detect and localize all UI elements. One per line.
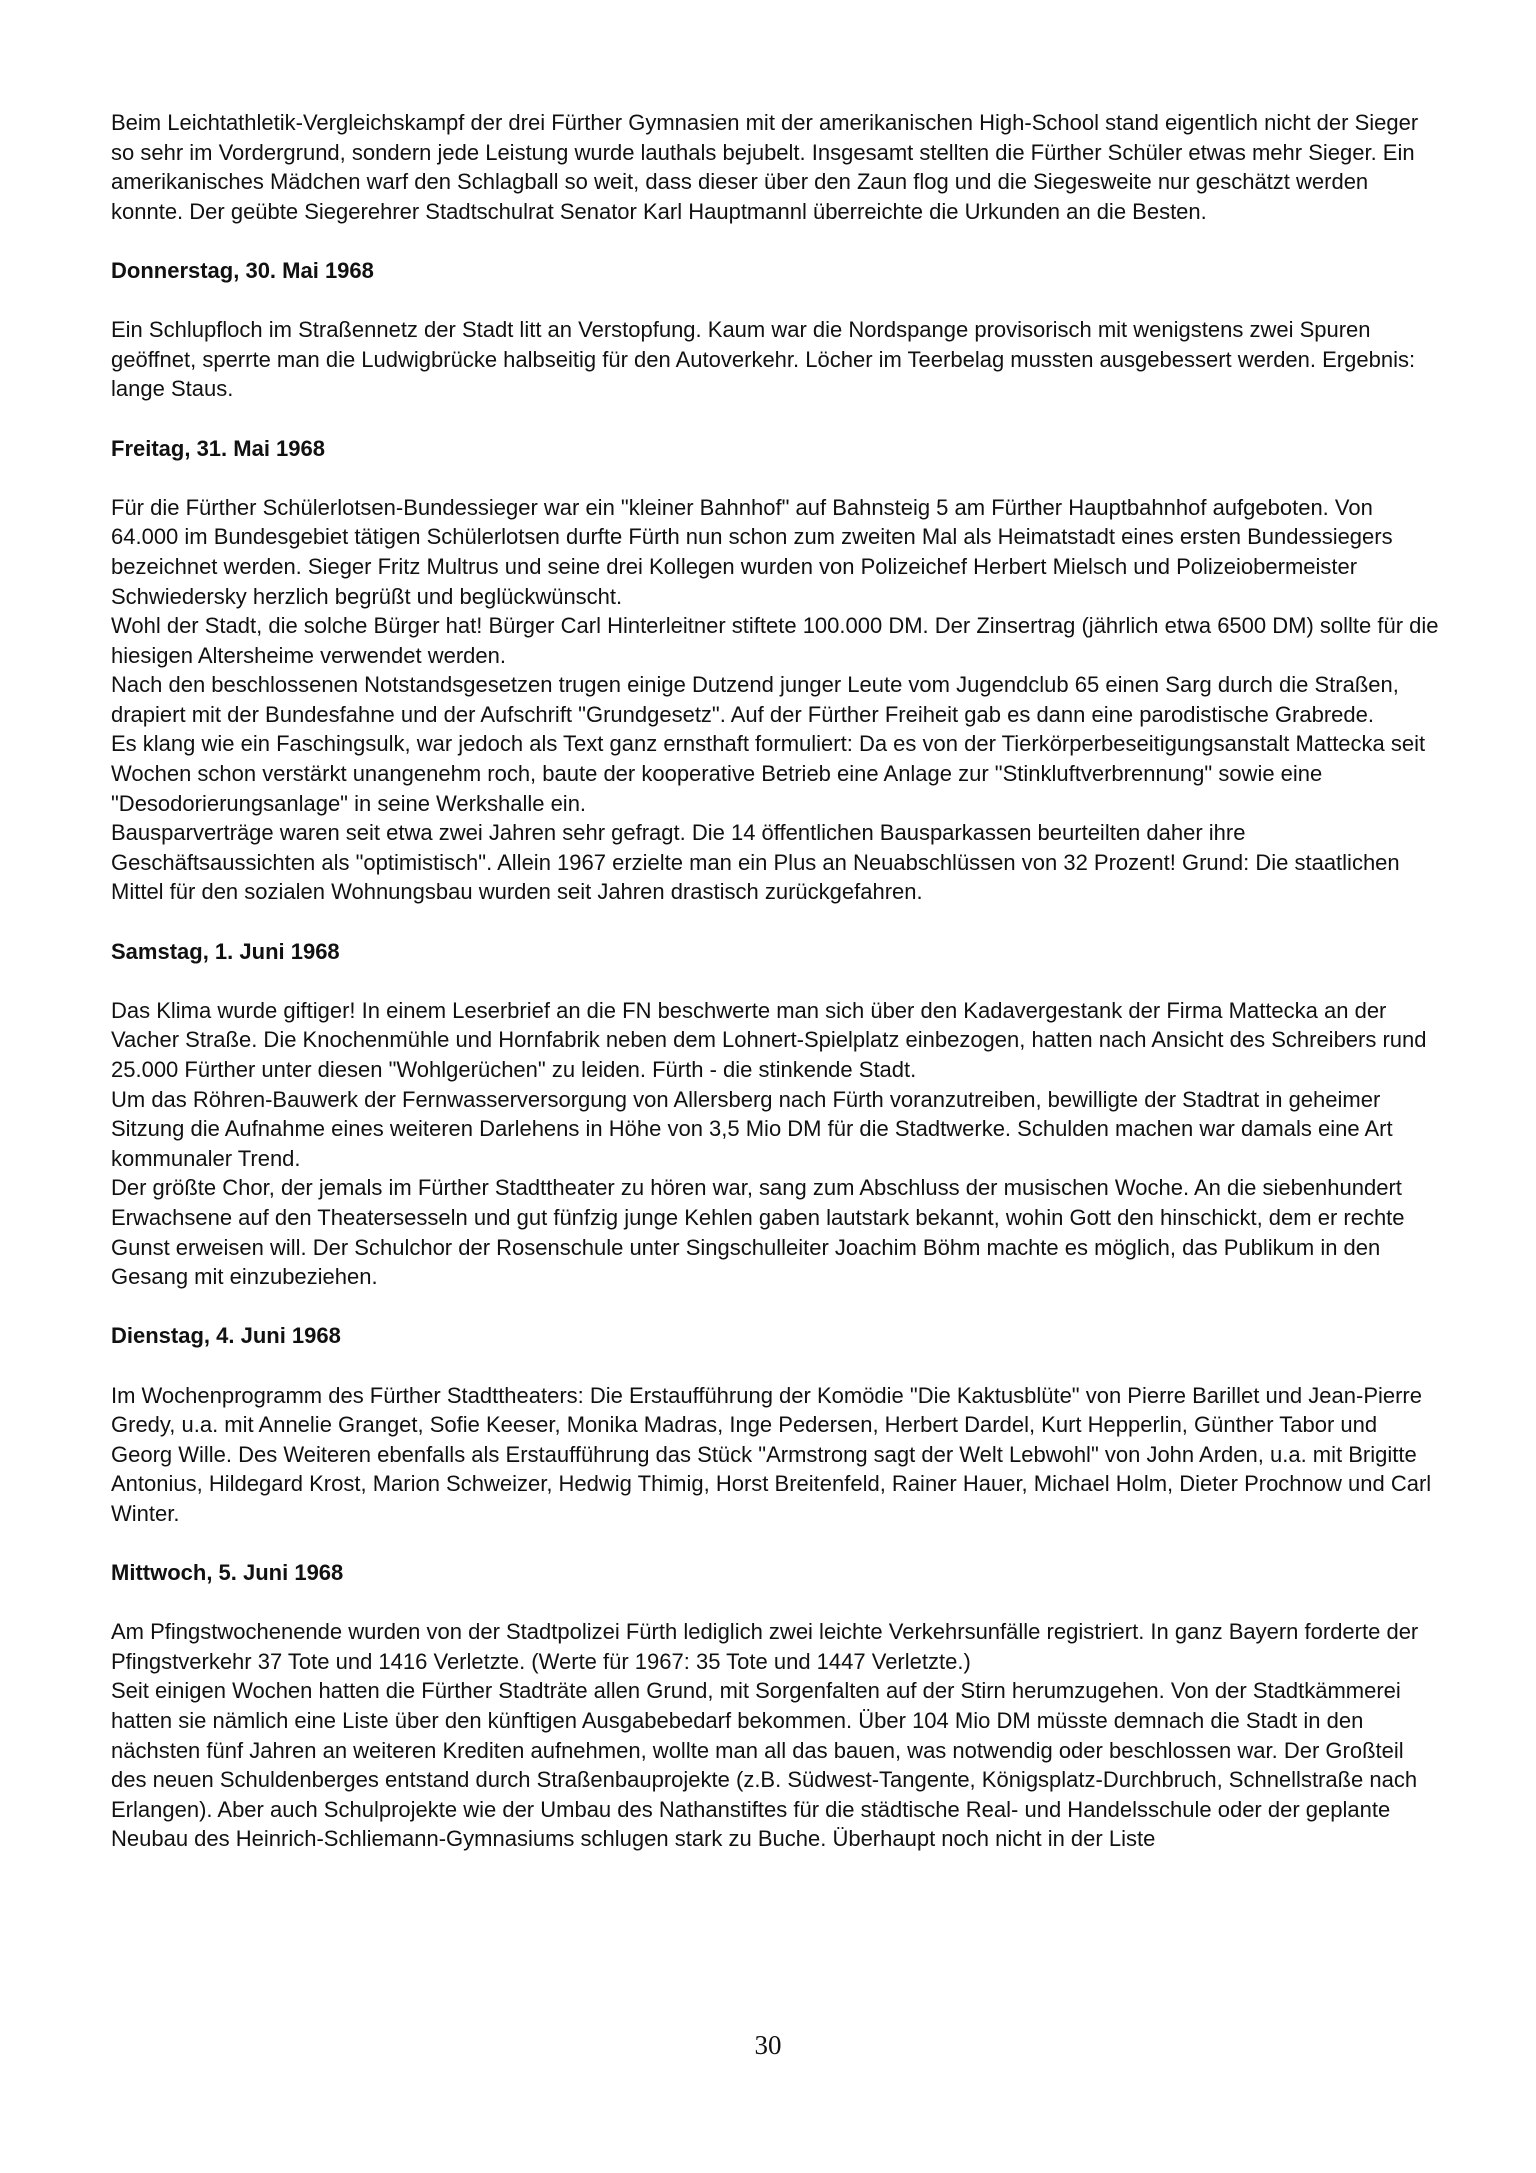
paragraph: Nach den beschlossenen Notstandsgesetzen trugen einige Dutzend junger Leute vom Jugendclub 65 einen Sarg durch die Straßen, drapiert mit der Bundesfahne und der Aufschrift "Grundgesetz". Auf der Fürther Freiheit gab es dann eine parodistische Grabrede. <box>111 672 1399 727</box>
paragraph: Am Pfingstwochenende wurden von der Stadtpolizei Fürth lediglich zwei leichte Verkehrsunfälle registriert. In ganz Bayern forderte der Pfingstverkehr 37 Tote und 1416 Verletzte. (Werte für 1967: 35 Tote und 1447 Verletzte.) <box>111 1619 1419 1674</box>
paragraph: Das Klima wurde giftiger! In einem Leserbrief an die FN beschwerte man sich über den Kadavergestank der Firma Mattecka an der Vacher Straße. Die Knochenmühle und Hornfabrik neben dem Lohnert-Spielplatz einbezogen, hatten nach Ansicht des Schreibers rund 25.000 Fürther unter diesen "Wohlgerüchen" zu leiden. Fürth - die stinkende Stadt. <box>111 997 1427 1082</box>
paragraph: Im Wochenprogramm des Fürther Stadttheaters: Die Erstaufführung der Komödie "Die Kaktusblüte" von Pierre Barillet und Jean-Pierre Gredy, u.a. mit Annelie Granget, Sofie Keeser, Monika Madras, Inge Pedersen, Herbert Dardel, Kurt Hepperlin, Günther Tabor und Georg Wille. Des Weiteren ebenfalls als Erstaufführung das Stück "Armstrong sagt der Welt Lebwohl" von John Arden, u.a. mit Brigitte Antonius, Hildegard Krost, Marion Schweizer, Hedwig Thimig, Horst Breitenfeld, Rainer Hauer, Michael Holm, Dieter Prochnow und Carl Winter. <box>111 1382 1432 1526</box>
paragraph: Der größte Chor, der jemals im Fürther Stadttheater zu hören war, sang zum Abschluss der musischen Woche. An die siebenhundert Erwachsene auf den Theatersesseln und gut fünfzig junge Kehlen gaben lautstark bekannt, wohin Gott den hinschickt, dem er rechte Gunst erweisen will. Der Schulchor der Rosenschule unter Singschulleiter Joachim Böhm machte es möglich, das Publikum in den Gesang mit einzubeziehen. <box>111 1175 1405 1290</box>
paragraph: Wohl der Stadt, die solche Bürger hat! Bürger Carl Hinterleitner stiftete 100.000 DM. Der Zinsertrag (jährlich etwa 6500 DM) sollte für die hiesigen Altersheime verwendet werden. <box>111 613 1439 668</box>
paragraph: Seit einigen Wochen hatten die Fürther Stadträte allen Grund, mit Sorgenfalten auf der Stirn herumzugehen. Von der Stadtkämmerei hatten sie nämlich eine Liste über den künftigen Ausgabebedarf bekommen. Über 104 Mio DM müsste demnach die Stadt in den nächsten fünf Jahren an weiteren Krediten aufnehmen, wollte man all das bauen, was notwendig oder beschlossen war. Der Großteil des neuen Schuldenberges entstand durch Straßenbauprojekte (z.B. Südwest-Tangente, Königsplatz-Durchbruch, Schnellstraße nach Erlangen). Aber auch Schulprojekte wie der Umbau des Nathanstiftes für die städtische Real- und Handelsschule oder der geplante Neubau des Heinrich-Schliemann-Gymnasiums schlugen stark zu Buche. Überhaupt noch nicht in der Liste <box>111 1678 1418 1852</box>
section-freitag-31-mai <box>111 434 1441 908</box>
document-page <box>111 108 1441 1854</box>
paragraph: Für die Fürther Schülerlotsen-Bundessieger war ein "kleiner Bahnhof" auf Bahnsteig 5 am Fürther Hauptbahnhof aufgeboten. Von 64.000 im Bundesgebiet tätigen Schülerlotsen durfte Fürth nun schon zum zweiten Mal als Heimatstadt eines ersten Bundessiegers bezeichnet werden. Sieger Fritz Multrus und seine drei Kollegen wurden von Polizeichef Herbert Mielsch und Polizeiobermeister Schwiedersky herzlich begrüßt und beglückwünscht. <box>111 494 1393 609</box>
section-samstag-1-juni <box>111 937 1441 1292</box>
section-heading: Freitag, 31. Mai 1968 <box>111 435 325 461</box>
paragraph: Bausparverträge waren seit etwa zwei Jahren sehr gefragt. Die 14 öffentlichen Bausparkassen beurteilten daher ihre Geschäftsaussichten als "optimistisch". Allein 1967 erzielte man ein Plus an Neuabschlüssen von 32 Prozent! Grund: Die staatlichen Mittel für den sozialen Wohnungsbau wurden seit Jahren drastisch zurückgefahren. <box>111 820 1400 905</box>
paragraph: Beim Leichtathletik-Vergleichskampf der drei Fürther Gymnasien mit der amerikanischen High-School stand eigentlich nicht der Sieger so sehr im Vordergrund, sondern jede Leistung wurde lauthals bejubelt. Insgesamt stellten die Fürther Schüler etwas mehr Sieger. Ein amerikanisches Mädchen warf den Schlagball so weit, dass dieser über den Zaun flog und die Siegesweite nur geschätzt werden konnte. Der geübte Siegerehrer Stadtschulrat Senator Karl Hauptmannl überreichte die Urkunden an die Besten. <box>111 110 1419 224</box>
section-heading: Donnerstag, 30. Mai 1968 <box>111 257 374 283</box>
page-number: 30 <box>754 2030 782 2060</box>
paragraph: Ein Schlupfloch im Straßennetz der Stadt litt an Verstopfung. Kaum war die Nordspange provisorisch mit wenigstens zwei Spuren geöffnet, sperrte man die Ludwigbrücke halbseitig für den Autoverkehr. Löcher im Teerbelag mussten ausgebessert werden. Ergebnis: lange Staus. <box>111 317 1416 402</box>
section-heading: Dienstag, 4. Juni 1968 <box>111 1323 341 1349</box>
section-heading: Mittwoch, 5. Juni 1968 <box>111 1560 344 1586</box>
section-donnerstag-30-mai <box>111 256 1441 404</box>
section-mittwoch-5-juni <box>111 1558 1441 1854</box>
section-heading: Samstag, 1. Juni 1968 <box>111 938 340 964</box>
section-intro <box>111 108 1441 226</box>
paragraph: Um das Röhren-Bauwerk der Fernwasserversorgung von Allersberg nach Fürth voranzutreiben, bewilligte der Stadtrat in geheimer Sitzung die Aufnahme eines weiteren Darlehens in Höhe von 3,5 Mio DM für die Stadtwerke. Schulden machen war damals eine Art kommunaler Trend. <box>111 1086 1393 1171</box>
paragraph: Es klang wie ein Faschingsulk, war jedoch als Text ganz ernsthaft formuliert: Da es von der Tierkörperbeseitigungsanstalt Mattecka seit Wochen schon verstärkt unangenehm roch, baute der kooperative Betrieb eine Anlage zur "Stinkluftverbrennung" sowie eine "Desodorierungsanlage" in seine Werkshalle ein. <box>111 731 1426 816</box>
section-dienstag-4-juni <box>111 1321 1441 1528</box>
